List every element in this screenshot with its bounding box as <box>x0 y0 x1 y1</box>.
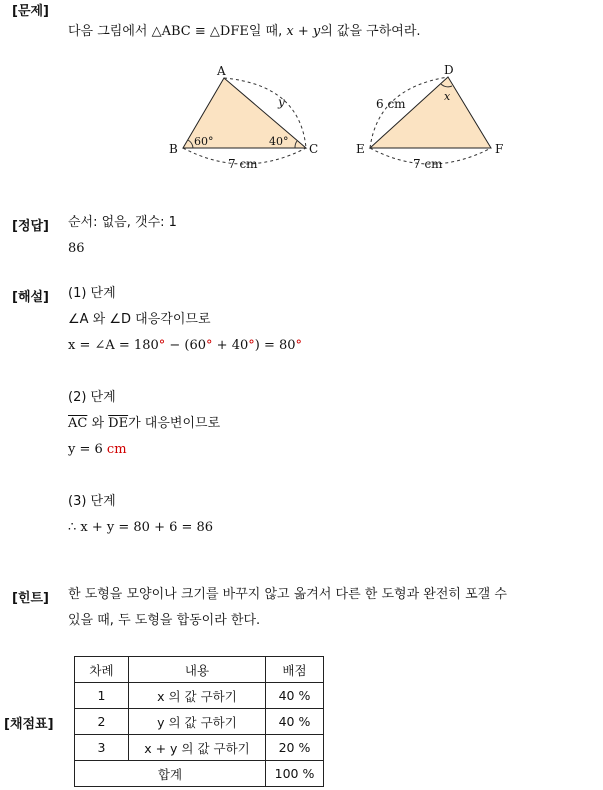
side-ac-label: y <box>278 95 285 109</box>
side-de-label: 6 cm <box>376 97 406 111</box>
step1-line1: ∠A 와 ∠D 대응각이므로 <box>68 312 211 327</box>
solution-label: [해설] <box>12 290 49 305</box>
angle-d-label: x <box>444 90 451 103</box>
answer-label: [정답] <box>12 219 49 234</box>
table-total-row <box>75 761 324 787</box>
step3-equation: ∴ x + y = 80 + 6 = 86 <box>68 520 214 535</box>
hint-line2: 있을 때, 두 도형을 합동이라 한다. <box>68 613 261 628</box>
answer-order: 순서: 없음, 갯수: 1 <box>68 215 177 230</box>
target-expr: x + y <box>286 24 321 39</box>
table-row: 3 x + y 의 값 구하기 20 % <box>75 735 324 761</box>
vertex-e: E <box>356 142 365 156</box>
step1-equation: x = ∠A = 180° − (60° + 40°) = 80° <box>68 338 303 353</box>
table-row: 2 y 의 값 구하기 40 % <box>75 709 324 735</box>
vertex-f: F <box>495 142 504 156</box>
step2-line1: $\overline{AC}$ 와 $\overline{DE}$가 대응변이므로 <box>68 416 221 431</box>
hint-line1: 한 도형을 모양이나 크기를 바꾸지 않고 옮겨서 다른 한 도형과 완전히 포갤 수 <box>68 587 507 602</box>
hint-label: [힌트] <box>12 591 49 606</box>
angle-c-label: 40° <box>269 135 289 148</box>
step3-title: (3) 단계 <box>68 494 116 509</box>
total-label: 합계 <box>75 761 266 787</box>
problem-label: [문제] <box>12 4 49 19</box>
segment-de: $\overline{DE}$ <box>108 416 129 431</box>
step2-equation: y = 6 cm <box>68 442 127 457</box>
answer-value: 86 <box>68 241 85 256</box>
side-bc-label: 7 cm <box>228 157 258 171</box>
problem-text: 다음 그림에서 △ABC ≡ △DFE일 때, x + y의 값을 구하여라. <box>68 24 421 39</box>
triangle-def <box>370 77 491 148</box>
vertex-b: B <box>169 142 178 156</box>
vertex-c: C <box>309 142 319 156</box>
scoring-label: [채점표] <box>4 717 54 732</box>
header-order: 차례 <box>75 657 129 683</box>
table-header-row <box>75 657 324 683</box>
step2-title: (2) 단계 <box>68 390 116 405</box>
triangle-figure <box>0 60 603 180</box>
vertex-a: A <box>217 64 226 78</box>
vertex-d: D <box>444 63 454 77</box>
header-content: 내용 <box>129 657 266 683</box>
step1-title: (1) 단계 <box>68 286 116 301</box>
table-row: 1 x 의 값 구하기 40 % <box>75 683 324 709</box>
congruence-expr: △ABC ≡ △DFE <box>151 24 249 39</box>
total-score: 100 % <box>266 761 324 787</box>
header-score: 배점 <box>266 657 324 683</box>
segment-ac: $\overline{AC}$ <box>68 416 88 431</box>
side-ef-label: 7 cm <box>413 157 443 171</box>
angle-b-label: 60° <box>194 135 214 148</box>
scoring-table <box>74 656 324 787</box>
